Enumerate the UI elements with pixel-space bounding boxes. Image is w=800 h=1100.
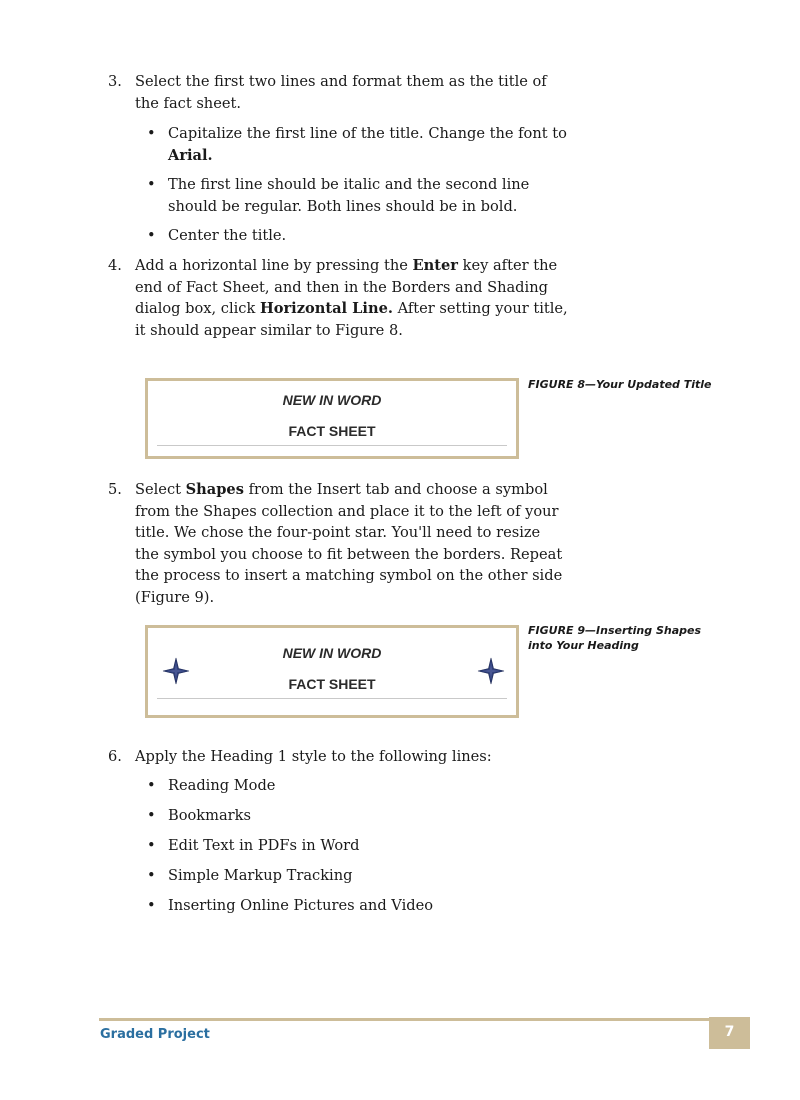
step-number: 4. (108, 257, 122, 274)
bullet-icon: • (147, 777, 156, 794)
step-text: Select the first two lines and format them as the title of the fact sheet. (135, 73, 547, 112)
figure-title-line-2: FACT SHEET (288, 676, 376, 692)
step-5 (108, 479, 568, 608)
figure-8-caption: FIGURE 8—Your Updated Title (528, 378, 712, 391)
heading-list-item: • Simple Markup Tracking (147, 865, 567, 887)
bullet-icon: • (147, 227, 156, 244)
figure-9-caption: FIGURE 9—Inserting Shapes into Your Heading (528, 624, 702, 652)
bullet-icon: • (147, 125, 156, 142)
step-text: Add a horizontal line by pressing the Enter key after the end of Fact Sheet, and then in the Borders and Shading dialog box, click Horizontal Line. After setting your title, it should appear similar to Figure 8. (135, 257, 568, 339)
step-number: 6. (108, 748, 122, 765)
figure-title-line-2: FACT SHEET (288, 423, 376, 439)
bullet-icon: • (147, 867, 156, 884)
heading-list-item: • Edit Text in PDFs in Word (147, 835, 567, 857)
step-text: Apply the Heading 1 style to the following lines: (135, 748, 492, 765)
step-3 (108, 71, 568, 114)
bullet-icon: • (147, 176, 156, 193)
four-point-star-icon (477, 657, 505, 685)
bullet-icon: • (147, 837, 156, 854)
heading-list-item: • Bookmarks (147, 805, 567, 827)
step-number: 5. (108, 481, 122, 498)
figure-title-line-1: NEW IN WORD (282, 392, 382, 408)
horizontal-line (157, 698, 507, 699)
figure-title-line-1: NEW IN WORD (282, 645, 382, 661)
bullet-icon: • (147, 897, 156, 914)
bullet-item: • Center the title. (147, 225, 567, 247)
bullet-item: • The first line should be italic and the second line should be regular. Both lines should be in bold. (147, 176, 530, 215)
footer-divider (99, 1018, 710, 1021)
figure-9-image (145, 625, 519, 718)
step-4 (108, 255, 568, 341)
step-6 (108, 746, 568, 768)
figure-8-image (145, 378, 519, 459)
bullet-icon: • (147, 807, 156, 824)
four-point-star-icon (162, 657, 190, 685)
heading-list-item: • Reading Mode (147, 775, 567, 797)
heading-list-item: • Inserting Online Pictures and Video (147, 895, 567, 917)
bullet-item: • Capitalize the first line of the title. Change the font to Arial. (147, 125, 567, 164)
step-number: 3. (108, 73, 122, 90)
footer-title: Graded Project (100, 1027, 210, 1042)
horizontal-line (157, 445, 507, 446)
page-number: 7 (709, 1017, 750, 1049)
step-text: Select Shapes from the Insert tab and choose a symbol from the Shapes collection and place it to the left of your title. We chose the four-point star. You'll need to resize the symbol you choose to fit between the borders. Repeat the process to insert a matching symbol on the other side (Figure 9). (135, 481, 563, 606)
